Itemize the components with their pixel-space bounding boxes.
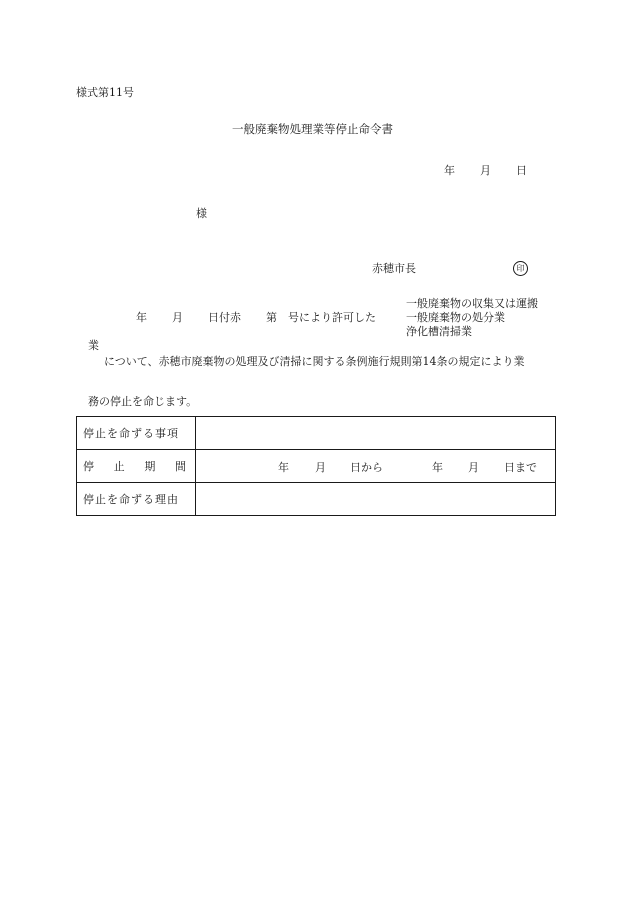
suspension-reason-label: 停止を命ずる理由	[77, 483, 196, 516]
date-year: 年	[444, 164, 455, 177]
suspension-item-label: 停止を命ずる事項	[77, 417, 196, 450]
date-day: 日	[516, 164, 527, 177]
suspension-period-value	[196, 450, 556, 483]
ref-month: 月	[172, 311, 183, 324]
suspension-table	[76, 416, 556, 516]
document-title: 一般廃棄物処理業等停止命令書	[232, 122, 393, 136]
period-label-char: 停	[83, 460, 95, 473]
period-label-char: 期	[144, 460, 157, 473]
business-type-item: 一般廃棄物の収集又は運搬	[406, 297, 538, 310]
form-number: 様式第11号	[76, 86, 134, 99]
body-text-line2: 務の停止を命じます。	[88, 395, 198, 408]
from-day: 日から	[350, 461, 383, 474]
ref-number-prefix: 第	[266, 311, 277, 324]
date-month: 月	[480, 164, 491, 177]
ref-year: 年	[136, 311, 147, 324]
table-row	[77, 450, 556, 483]
business-type-item: 浄化槽清掃業	[406, 325, 472, 338]
permit-reference	[136, 311, 376, 325]
from-year: 年	[278, 461, 289, 474]
business-suffix: 業	[88, 339, 99, 352]
business-type-list	[406, 297, 538, 339]
period-label-char: 間	[174, 460, 187, 473]
issuer-name: 赤穂市長	[372, 262, 416, 275]
business-type-item: 一般廃棄物の処分業	[406, 311, 505, 324]
seal-icon: 印	[513, 261, 528, 276]
suspension-item-value	[196, 417, 556, 450]
period-label-char: 止	[113, 460, 126, 473]
body-text-line1: について、赤穂市廃棄物の処理及び清掃に関する条例施行規則第14条の規定により業	[104, 355, 525, 368]
to-year: 年	[432, 461, 443, 474]
to-day: 日まで	[504, 461, 537, 474]
from-month: 月	[315, 461, 326, 474]
table-row	[77, 417, 556, 450]
issue-date	[444, 164, 527, 178]
ref-number-suffix: 号により許可した	[288, 311, 376, 324]
to-month: 月	[468, 461, 479, 474]
addressee-suffix: 様	[196, 207, 207, 220]
suspension-period-label	[77, 450, 196, 483]
table-row	[77, 483, 556, 516]
ref-day-issue: 日付赤	[208, 311, 241, 324]
suspension-reason-value	[196, 483, 556, 516]
